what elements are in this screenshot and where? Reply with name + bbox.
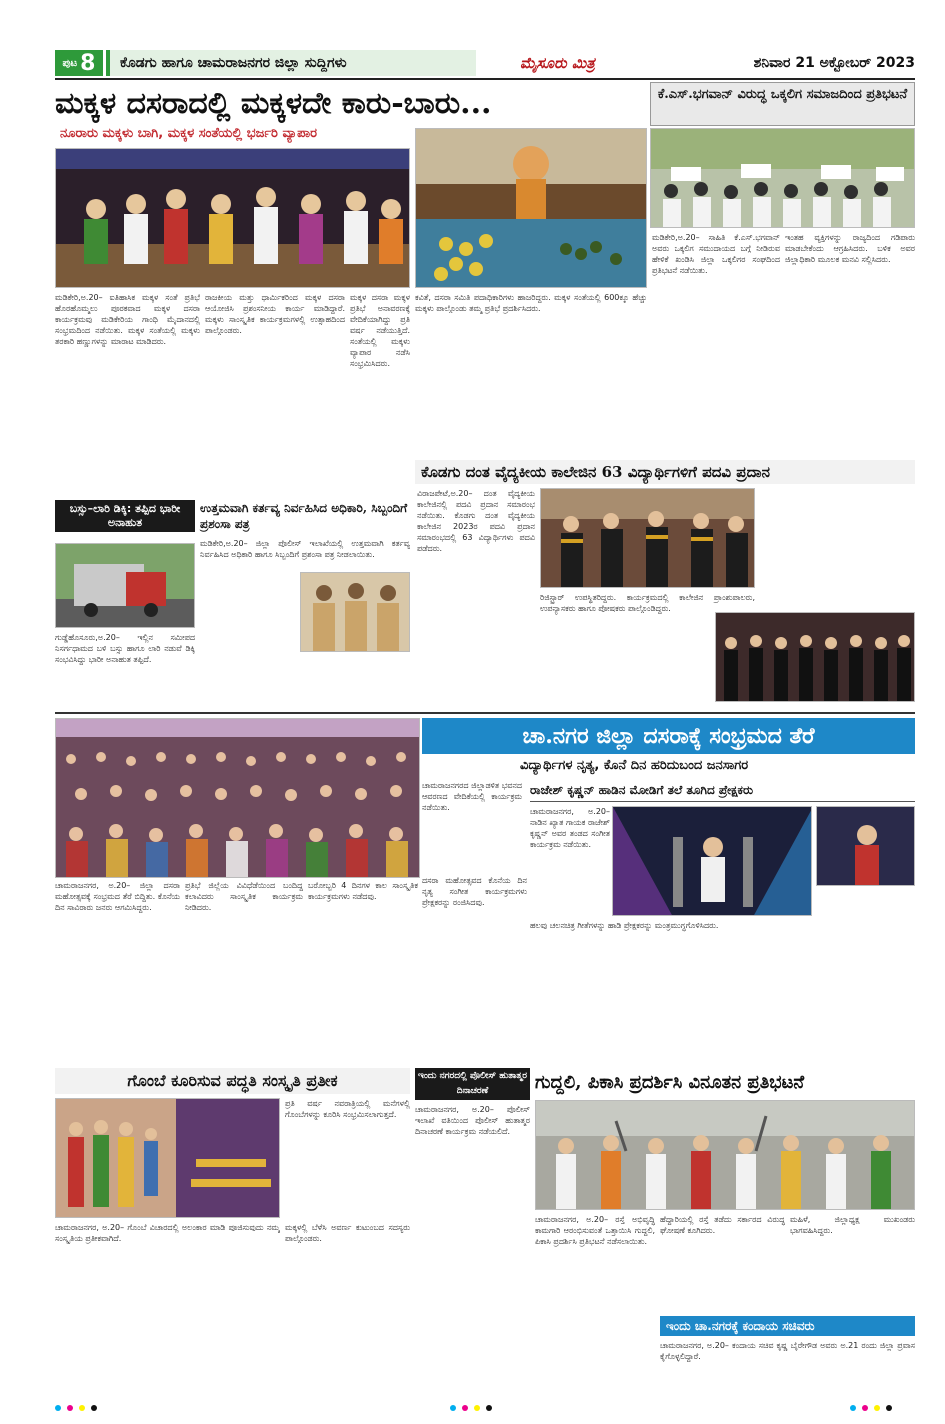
story7-concert-photo xyxy=(612,806,812,916)
issue-date: ಶನಿವಾರ 21 ಅಕ್ಟೋಬರ್ 2023 xyxy=(753,55,915,71)
story11-body: ಚಾಮರಾಜನಗರ, ಅ.20– ಕಂದಾಯ ಸಚಿವ ಕೃಷ್ಣ ಬೈರೇಗೌಡ ಅವರು ಅ.21 ರಂದು ಜಿಲ್ಲಾ ಪ್ರವಾಸ ಕೈಗೊಳ್ಳಲಿದ್ದಾರೆ. xyxy=(660,1341,915,1361)
story4-headline-box xyxy=(55,500,195,540)
story1-stage-photo xyxy=(55,148,410,288)
story2-headline-box xyxy=(650,82,915,126)
story11-headline: ಇಂದು ಚಾ.ನಗರಕ್ಕೆ ಕಂದಾಯ ಸಚಿವರು xyxy=(666,1319,815,1333)
color-registration-marks-left xyxy=(55,1404,97,1412)
story8-family-photo xyxy=(55,1098,280,1218)
story7-singer-photo xyxy=(816,806,915,886)
page-label: ಪುಟ xyxy=(62,57,78,69)
story2-photo xyxy=(650,128,915,228)
story8-headline-box xyxy=(55,1068,410,1094)
story3-headline-box xyxy=(415,460,915,484)
story1-col1: ಮಡಿಕೇರಿ,ಅ.20– ಐತಿಹಾಸಿಕ ಮಕ್ಕಳ ಸಂತೆ ಪ್ರತಿಭೆ ಹೊರಹೊಮ್ಮಲು ಪೂರಕವಾದ ಮಕ್ಕಳ ದಸರಾ ಕಾರ್ಯಕ್ರಮವು ಮಡಿಕೇರಿಯ ಗಾಂಧಿ ಮೈದಾನದಲ್ಲಿ ಸಂಭ್ರಮದಿಂದ ನಡೆಯಿತು. ಮಕ್ಕಳ ಸಂತೆಯಲ್ಲಿ ಮಕ್ಕಳು ತರಕಾರಿ ಹಣ್ಣುಗಳನ್ನು ಮಾರಾಟ ಮಾಡಿದರು. xyxy=(55,293,200,346)
story6-col2: ಪ್ರತಿಭೆ ಜಿಲ್ಲೆಯ ವಿವಿಧೆಡೆಯಿಂದ ಬಂದಿದ್ದ ಕಲಾವಿದರು ಸಾಂಸ್ಕೃತಿಕ ಕಾರ್ಯಕ್ರಮ ನೀಡಿದರು. xyxy=(185,881,303,912)
story7-headline: ರಾಜೇಶ್ ಕೃಷ್ಣನ್ ಹಾಡಿನ ಮೋಡಿಗೆ ತಲೆ ತೂಗಿದ ಪ್ರೇಕ್ಷಕರು xyxy=(530,783,754,797)
story1-market-photo xyxy=(415,128,647,288)
story6-col4: ದಸರಾ ಮಹೋತ್ಸವದ ಕೊನೆಯ ದಿನ ನೃತ್ಯ ಸಂಗೀತ ಕಾರ್ಯಕ್ರಮಗಳು ಪ್ರೇಕ್ಷಕರನ್ನು ರಂಜಿಸಿದವು. xyxy=(422,876,527,907)
story6-col5: ಚಾಮರಾಜನಗರದ ಜಿಲ್ಲಾಡಳಿತ ಭವನದ ಆವರಣದ ವೇದಿಕೆಯಲ್ಲಿ ಕಾರ್ಯಕ್ರಮ ನಡೆಯಿತು. xyxy=(422,781,522,812)
story10-col2: ಹೆದ್ದಾರಿಯಲ್ಲಿ ರಸ್ತೆ ತಡೆದು ಸರ್ಕಾರದ ವಿರುದ್ಧ ಘೋಷಣೆ ಕೂಗಿದರು. xyxy=(660,1215,785,1235)
story8-col2: ಪ್ರತಿ ವರ್ಷ ನವರಾತ್ರಿಯಲ್ಲಿ ಮನೆಗಳಲ್ಲಿ ಗೊಂಬೆಗಳನ್ನು ಕೂರಿಸಿ ಸಂಭ್ರಮಿಸಲಾಗುತ್ತದೆ. xyxy=(285,1099,410,1119)
story9-headline-box xyxy=(415,1068,530,1100)
page-number-box xyxy=(55,50,103,76)
story9-body: ಚಾಮರಾಜನಗರ, ಅ.20– ಪೊಲೀಸ್ ಇಲಾಖೆ ವತಿಯಿಂದ ಪೊಲೀಸ್ ಹುತಾತ್ಮರ ದಿನಾಚರಣೆ ಕಾರ್ಯಕ್ರಮ ನಡೆಯಲಿದೆ. xyxy=(415,1105,530,1136)
story8-col1: ಚಾಮರಾಜನಗರ, ಅ.20– ಗೊಂಬೆ ವಿಚಾರದಲ್ಲಿ ಅಲಂಕಾರ ಮಾಡಿ ಪೂಜಿಸುವುದು ನಮ್ಮ ಸಂಸ್ಕೃತಿಯ ಪ್ರತೀಕವಾಗಿದೆ. xyxy=(55,1223,280,1243)
story10-col1: ಚಾಮರಾಜನಗರ, ಅ.20– ರಸ್ತೆ ಅಭಿವೃದ್ಧಿ ಕಾಮಗಾರಿ ಆರಂಭಿಸುವಂತೆ ಒತ್ತಾಯಿಸಿ ಗುದ್ದಲಿ, ಪಿಕಾಸಿ ಪ್ರದರ್ಶಿಸಿ ಪ್ರತಿಭಟನೆ ನಡೆಸಲಾಯಿತು. xyxy=(535,1215,655,1246)
section-divider xyxy=(55,712,915,714)
story3-graduation-photo xyxy=(540,488,755,588)
story4-headline: ಬಸ್ಸು–ಲಾರಿ ಡಿಕ್ಕಿ: ತಪ್ಪಿದ ಭಾರೀ ಅನಾಹುತ xyxy=(55,500,195,532)
story1-headline: ಮಕ್ಕಳ ದಸರಾದಲ್ಲಿ ಮಕ್ಕಳದೇ ಕಾರು-ಬಾರು... xyxy=(55,86,492,121)
color-registration-marks-right xyxy=(850,1404,892,1412)
story5-headline: ಉತ್ತಮವಾಗಿ ಕರ್ತವ್ಯ ನಿರ್ವಹಿಸಿದ ಅಧಿಕಾರಿ, ಸಿಬ್ಬಂದಿಗೆ ಪ್ರಶಂಸಾ ಪತ್ರ xyxy=(200,501,408,531)
story7-col2: ಹಲವು ಚಲನಚಿತ್ರ ಗೀತೆಗಳನ್ನು ಹಾಡಿ ಪ್ರೇಕ್ಷಕರನ್ನು ಮಂತ್ರಮುಗ್ಧಗೊಳಿಸಿದರು. xyxy=(530,921,719,930)
story1-subhead: ನೂರಾರು ಮಕ್ಕಳು ಬಾಗಿ, ಮಕ್ಕಳ ಸಂತೆಯಲ್ಲಿ ಭರ್ಜರಿ ವ್ಯಾಪಾರ xyxy=(60,126,317,141)
story4-body: ಗುಡ್ಡೆಹೊಸೂರು,ಅ.20– ಇಲ್ಲಿನ ಸಮೀಪದ ನಿಸರ್ಗಧಾಮದ ಬಳಿ ಬಸ್ಸು ಹಾಗೂ ಲಾರಿ ನಡುವೆ ಡಿಕ್ಕಿ ಸಂಭವಿಸಿದ್ದು ಭಾರೀ ಅನಾಹುತ ತಪ್ಪಿದೆ. xyxy=(55,633,195,664)
color-registration-marks-center xyxy=(450,1404,492,1412)
story1-col2: ರಾಜಕೀಯ ಮತ್ತು ಧಾರ್ಮಿಕರಿಂದ ಮಕ್ಕಳ ದಸರಾ ಆಯೋಜಿಸಿ ಪ್ರಶಂಸನೀಯ ಕಾರ್ಯ ಮಾಡಿದ್ದಾರೆ. ಮಕ್ಕಳು ಸಾಂಸ್ಕೃತಿಕ ಕಾರ್ಯಕ್ರಮಗಳಲ್ಲಿ ಉತ್ಸಾಹದಿಂದ ಪಾಲ್ಗೊಂಡರು. xyxy=(205,293,345,335)
story2-col2: ಇಂತಹ ವ್ಯಕ್ತಿಗಳನ್ನು ರಾಜ್ಯದಿಂದ ಗಡಿಪಾರು ಮಾಡಬೇಕೆಂದು ಆಗ್ರಹಿಸಿದರು. ಬಳಿಕ ಅವರ ಜಿಲ್ಲಾಧಿಕಾರಿ ಮೂಲಕ ಮನವಿ ಸಲ್ಲಿಸಿದರು. xyxy=(785,233,915,264)
story2-headline: ಕೆ.ಎಸ್.ಭಗವಾನ್ ವಿರುದ್ಧ ಒಕ್ಕಲಿಗ ಸಮಾಜದಿಂದ ಪ್ರತಿಭಟನೆ xyxy=(657,87,908,102)
story6-col1: ಚಾಮರಾಜನಗರ, ಅ.20– ಜಿಲ್ಲಾ ದಸರಾ ಮಹೋತ್ಸವಕ್ಕೆ ಸಂಭ್ರಮದ ತೆರೆ ಬಿದ್ದಿತು. ಕೊನೆಯ ದಿನ ಸಾವಿರಾರು ಜನರು ಆಗಮಿಸಿದ್ದರು. xyxy=(55,881,180,912)
story9-headline: ಇಂದು ನಗರದಲ್ಲಿ ಪೊಲೀಸ್ ಹುತಾತ್ಮರ ದಿನಾಚರಣೆ xyxy=(417,1071,528,1096)
story3-students-photo xyxy=(715,612,915,702)
page-number: 8 xyxy=(80,50,96,76)
story3-col2: ರಿಜಿಸ್ಟ್ರಾರ್ ಉಪಸ್ಥಿತರಿದ್ದರು. ಕಾರ್ಯಕ್ರಮದಲ್ಲಿ ಕಾಲೇಜಿನ ಪ್ರಾಂಶುಪಾಲರು, ಉಪನ್ಯಾಸಕರು ಹಾಗೂ ಪೋಷಕರು ಪಾಲ್ಗೊಂಡಿದ್ದರು. xyxy=(540,593,755,613)
story1-col3: ಮಕ್ಕಳ ದಸರಾ ಮಕ್ಕಳ ಪ್ರತಿಭೆ ಅನಾವರಣಕ್ಕೆ ವೇದಿಕೆಯಾಗಿದ್ದು ಪ್ರತಿ ವರ್ಷ ನಡೆಯುತ್ತಿದೆ. ಸಂತೆಯಲ್ಲಿ ಮಕ್ಕಳು ವ್ಯಾಪಾರ ನಡೆಸಿ ಸಂಭ್ರಮಿಸಿದರು. xyxy=(350,293,410,368)
story10-col3: ಮಹಿಳೆ, ಜಿಲ್ಲಾಧ್ಯಕ್ಷ ಮುಖಂಡರು ಭಾಗವಹಿಸಿದ್ದರು. xyxy=(790,1215,915,1235)
story6-headline: ಚಾ.ನಗರ ಜಿಲ್ಲಾ ದಸರಾಕ್ಕೆ ಸಂಭ್ರಮದ ತೆರೆ xyxy=(522,723,815,749)
story6-subhead: ವಿದ್ಯಾರ್ಥಿಗಳ ನೃತ್ಯ, ಕೊನೆ ದಿನ ಹರಿದುಬಂದ ಜನಸಾಗರ xyxy=(520,758,749,773)
story3-headline: ಕೊಡಗು ದಂತ ವೈದ್ಯಕೀಯ ಕಾಲೇಜಿನ 63 ವಿದ್ಯಾರ್ಥಿಗಳಿಗೆ ಪದವಿ ಪ್ರದಾನ xyxy=(421,463,770,481)
story1-col4: ಕವಿತೆ, ದಸರಾ ಸಮಿತಿ ಪದಾಧಿಕಾರಿಗಳು ಹಾಜರಿದ್ದರು. ಮಕ್ಕಳ ಸಂತೆಯಲ್ಲಿ 600ಕ್ಕೂ ಹೆಚ್ಚು ಮಕ್ಕಳು ಪಾಲ್ಗೊಂಡು ತಮ್ಮ ಪ್ರತಿಭೆ ಪ್ರದರ್ಶಿಸಿದರು. xyxy=(415,293,647,313)
story3-col1: ವಿರಾಜಪೇಟೆ,ಅ.20– ದಂತ ವೈದ್ಯಕೀಯ ಕಾಲೇಜಿನಲ್ಲಿ ಪದವಿ ಪ್ರದಾನ ಸಮಾರಂಭ ನಡೆಯಿತು. ಕೊಡಗು ದಂತ ವೈದ್ಯಕೀಯ ಕಾಲೇಜಿನ 2023ರ ಪದವಿ ಪ್ರದಾನ ಸಮಾರಂಭದಲ್ಲಿ 63 ವಿದ್ಯಾರ್ಥಿಗಳು ಪದವಿ ಪಡೆದರು. xyxy=(417,489,535,553)
story6-col3: ಬರೋಬ್ಬರಿ 4 ದಿನಗಳ ಕಾಲ ಸಾಂಸ್ಕೃತಿಕ ಕಾರ್ಯಕ್ರಮಗಳು ನಡೆದವು. xyxy=(308,881,418,901)
story7-headline-box xyxy=(530,780,915,802)
story6-crowd-photo xyxy=(55,718,420,878)
story6-headline-box xyxy=(422,718,915,754)
story11-headline-box xyxy=(660,1316,915,1336)
section-title: ಕೊಡಗು ಹಾಗೂ ಚಾಮರಾಜನಗರ ಜಿಲ್ಲಾ ಸುದ್ದಿಗಳು xyxy=(106,50,476,76)
story10-protest-photo xyxy=(535,1100,915,1210)
masthead: ಮೈಸೂರು ಮಿತ್ರ xyxy=(520,54,595,72)
story4-photo xyxy=(55,543,195,628)
story8-headline: ಗೊಂಬೆ ಕೂರಿಸುವ ಪದ್ಧತಿ ಸಂಸ್ಕೃತಿ ಪ್ರತೀಕ xyxy=(127,1071,338,1090)
header-rule xyxy=(55,78,915,80)
story10-headline: ಗುದ್ದಲಿ, ಪಿಕಾಸಿ ಪ್ರದರ್ಶಿಸಿ ವಿನೂತನ ಪ್ರತಿಭಟನೆ xyxy=(535,1072,805,1093)
story10-headline-box xyxy=(535,1068,915,1098)
story2-col1: ಮಡಿಕೇರಿ,ಅ.20– ಸಾಹಿತಿ ಕೆ.ಎಸ್.ಭಗವಾನ್ ಅವರು ಒಕ್ಕಲಿಗ ಸಮುದಾಯದ ಬಗ್ಗೆ ನೀಡಿರುವ ಹೇಳಿಕೆ ಖಂಡಿಸಿ ಜಿಲ್ಲಾ ಒಕ್ಕಲಿಗರ ಸಂಘದಿಂದ ಪ್ರತಿಭಟನೆ ನಡೆಯಿತು. xyxy=(652,233,780,275)
story8-col3: ಮಕ್ಕಳಲ್ಲಿ ಬೆಳೆಸಿ ಅವರ್ಣ ಕುಟುಂಬದ ಸದಸ್ಯರು ಪಾಲ್ಗೊಂಡರು. xyxy=(285,1223,410,1243)
story5-body: ಮಡಿಕೇರಿ,ಅ.20– ಜಿಲ್ಲಾ ಪೊಲೀಸ್ ಇಲಾಖೆಯಲ್ಲಿ ಉತ್ತಮವಾಗಿ ಕರ್ತವ್ಯ ನಿರ್ವಹಿಸಿದ ಅಧಿಕಾರಿ ಹಾಗೂ ಸಿಬ್ಬಂದಿಗೆ ಪ್ರಶಂಸಾ ಪತ್ರ ನೀಡಲಾಯಿತು. xyxy=(200,539,410,559)
story7-col1: ಚಾಮರಾಜನಗರ, ಅ.20– ನಾಡಿನ ಖ್ಯಾತ ಗಾಯಕ ರಾಜೇಶ್ ಕೃಷ್ಣನ್ ಅವರ ತಂಡದ ಸಂಗೀತ ಕಾರ್ಯಕ್ರಮ ನಡೆಯಿತು. xyxy=(530,807,610,849)
story5-photo xyxy=(300,572,410,652)
